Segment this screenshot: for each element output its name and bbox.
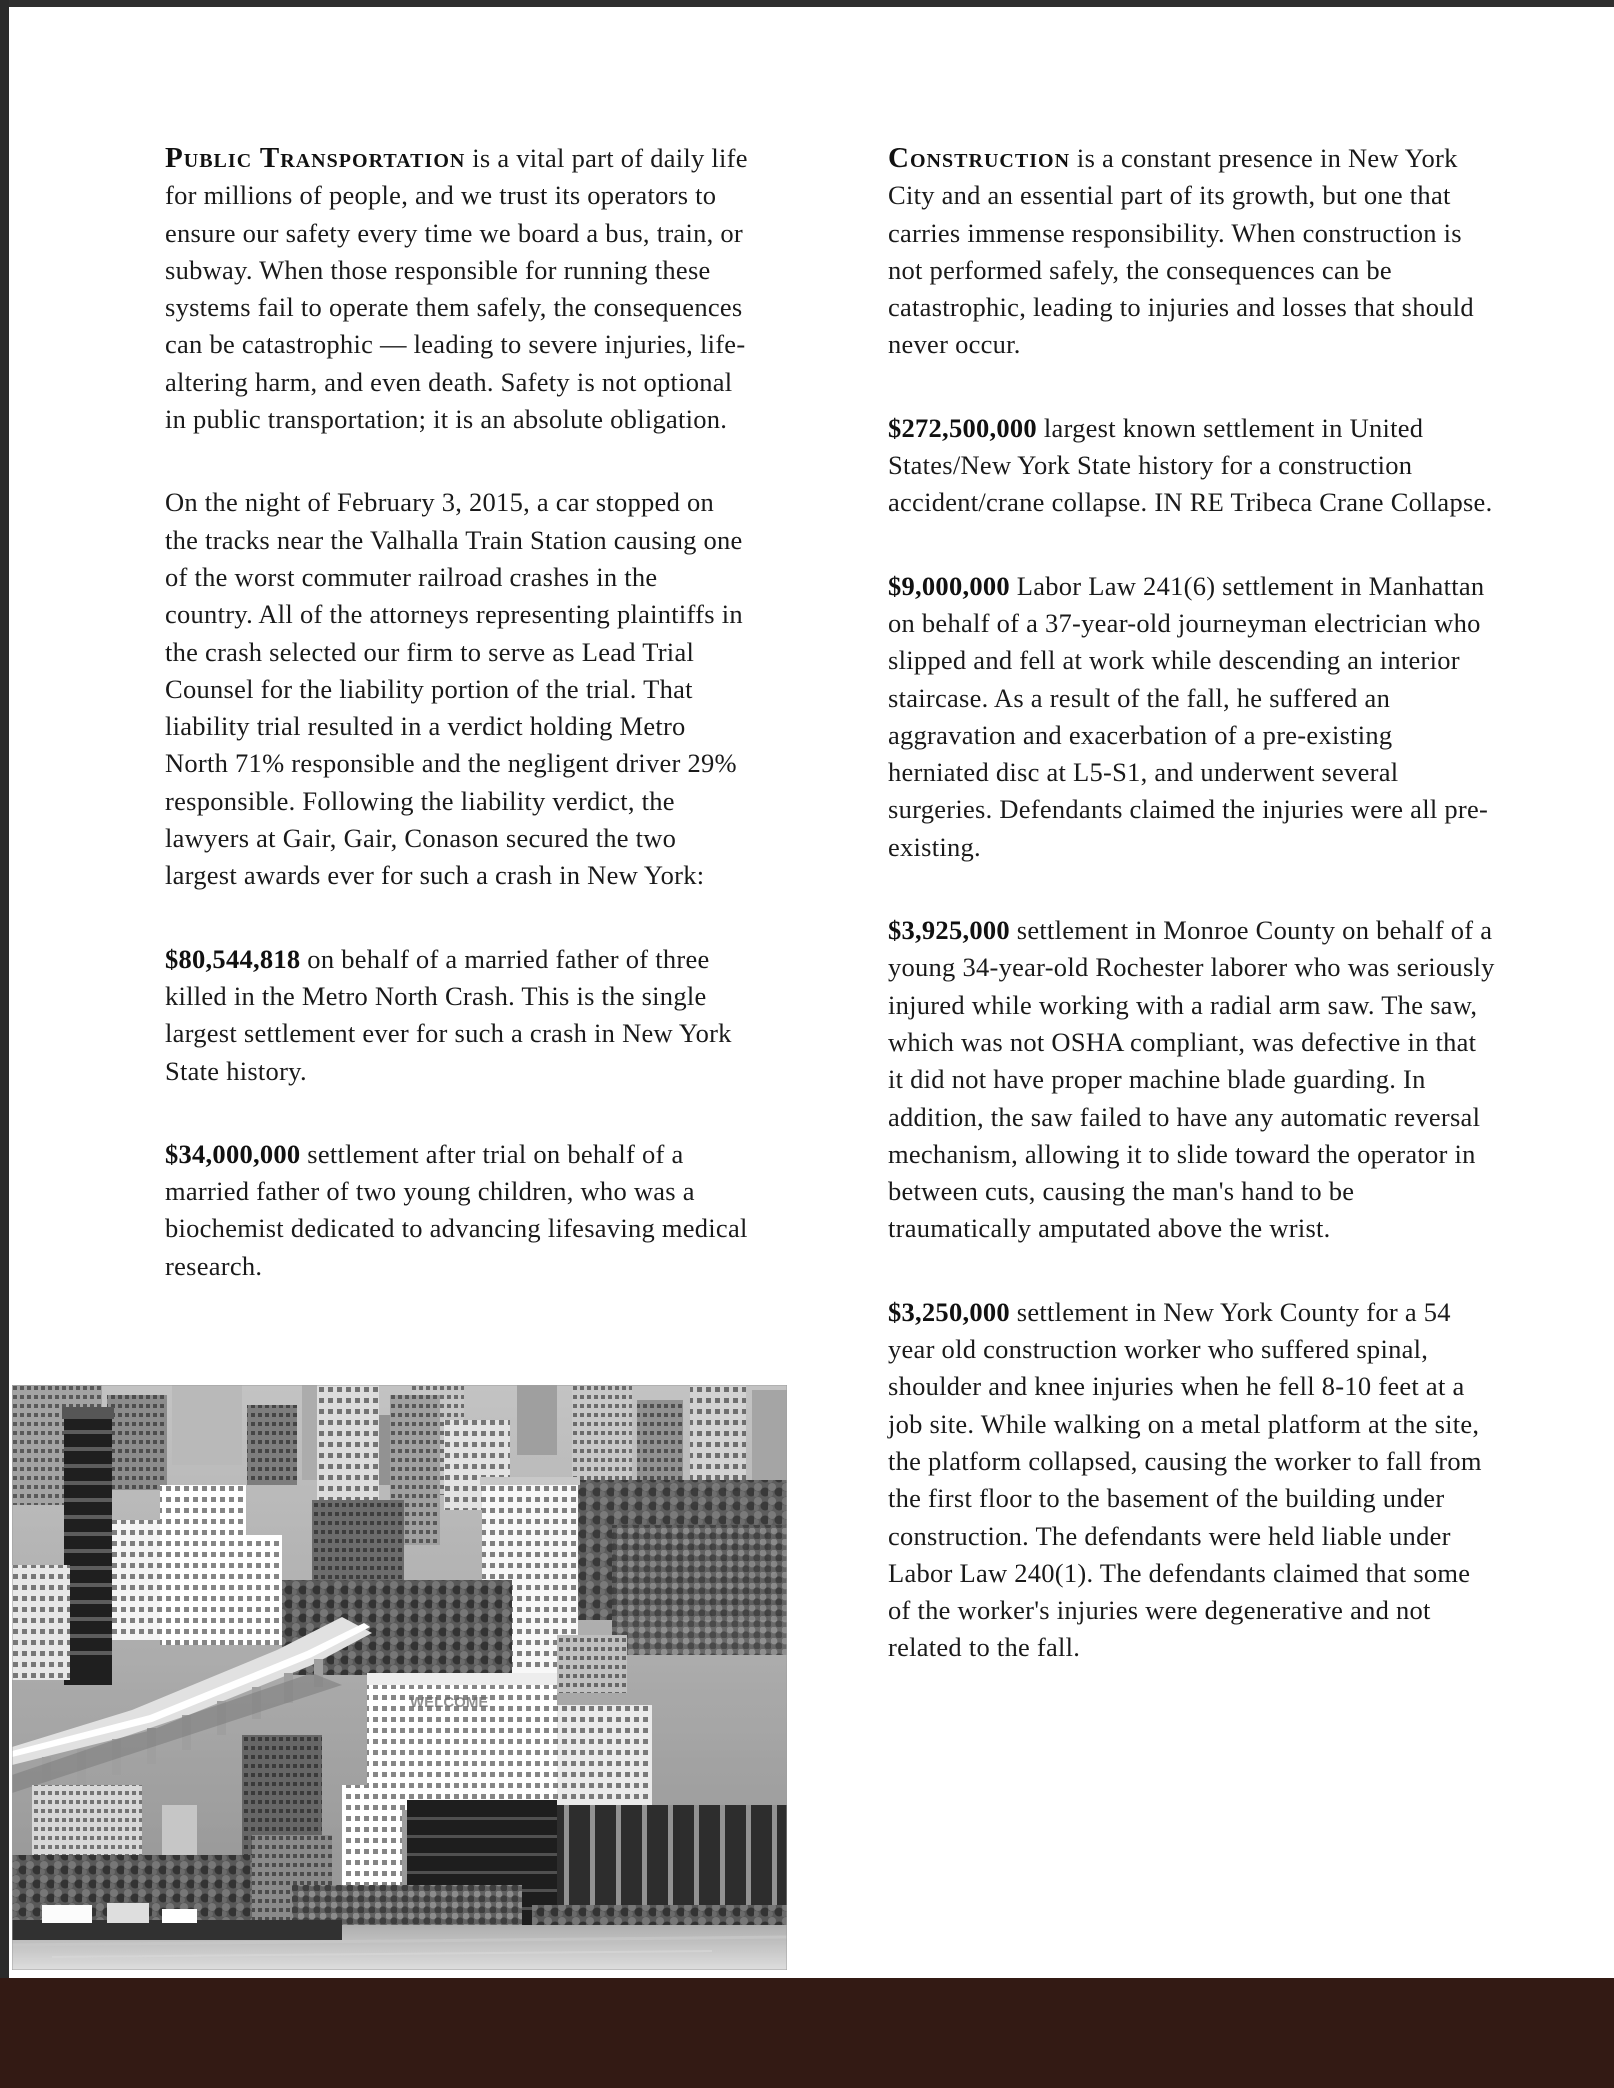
paragraph-text: settlement after trial on behalf of a married father of two young children, who was a biochemist dedicated to advancing lifesaving medical research. [165,1138,748,1281]
paragraph-text: On the night of February 3, 2015, a car stopped on the tracks near the Valhalla Train Station causing one of the worst commuter railroad crashes in the country. All of the attorneys representing plaintiffs in the crash selected our firm to serve as Lead Trial Counsel for the liability portion of the trial. That liability trial resulted in a verdict holding Metro North 71% responsible and the negligent driver 29% responsible. Following the liability verdict, the lawyers at Gair, Gair, Conason secured the two largest awards ever for such a crash in New York: [165,487,743,891]
right-text-column [888,140,1496,1667]
paragraph-text: is a vital part of daily life for millions of people, and we trust its operators to ensure our safety every time we board a bus, train, or subway. When those responsible for running these systems fail to operate them safely, the consequences can be catastrophic — leading to severe injuries, life-altering harm, and even death. Safety is not optional in public transportation; it is an absolute obligation. [165,143,748,435]
settlement-amount: $80,544,818 [165,943,301,974]
section-heading-construction: Construction [888,142,1071,174]
paragraph-text: Labor Law 241(6) settlement in Manhattan on behalf of a 37-year-old journeyman electrician who slipped and fell at work while descending an interior staircase. As a result of the fall, he suffered an aggravation and exacerbation of a pre-existing herniated disc at L5-S1, and underwent several surgeries. Defendants claimed the injuries were all pre-existing. [888,570,1489,862]
paragraph-construction-intro [888,140,1496,364]
settlement-amount: $9,000,000 [888,570,1010,601]
paragraph-text: settlement in New York County for a 54 year old construction worker who suffered spinal, shoulder and knee injuries when he fell 8-10 feet at a job site. While walking on a metal platform at the site, the platform collapsed, causing the worker to fall from the first floor to the basement of the building under construction. The defendants were held liable under Labor Law 240(1). The defendants claimed that some of the worker's injuries were degenerative and not related to the fall. [888,1296,1482,1663]
left-text-column [165,140,750,1285]
paragraph-text: on behalf of a married father of three killed in the Metro North Crash. This is the single largest settlement ever for such a crash in New York State history. [165,943,732,1086]
paragraph-settlement-3925000 [888,912,1496,1248]
paragraph-settlement-34000000 [165,1136,750,1285]
paragraph-text: is a constant presence in New York City and an essential part of its growth, but one that carries immense responsibility. When construction is not performed safely, the consequences can be catastrophic, leading to injuries and losses that should never occur. [888,143,1474,360]
settlement-amount: $34,000,000 [165,1138,301,1169]
settlement-amount: $3,250,000 [888,1296,1010,1327]
section-heading-public-transportation: Public Transportation [165,142,466,174]
paragraph-text: settlement in Monroe County on behalf of a young 34-year-old Rochester laborer who was seriously injured while working with a radial arm saw. The saw, which was not OSHA compliant, was defective in that it did not have proper machine blade guarding. In addition, the saw failed to have any automatic reversal mechanism, allowing it to slide toward the operator in between cuts, causing the man's hand to be traumatically amputated above the wrist. [888,915,1495,1244]
paragraph-settlement-272500000 [888,410,1496,522]
paragraph-text: largest known settlement in United States/New York State history for a construction accident/crane collapse. IN RE Tribeca Crane Collapse. [888,412,1493,518]
paragraph-settlement-80544818 [165,941,750,1090]
footer-color-bar [0,1978,1614,2088]
settlement-amount: $3,925,000 [888,915,1010,946]
paragraph-public-transportation-intro [165,140,750,438]
paragraph-valhalla-crash [165,484,750,894]
settlement-amount: $272,500,000 [888,412,1037,443]
svg-text:WELCOME: WELCOME [410,1694,489,1711]
paragraph-settlement-9000000 [888,568,1496,866]
paragraph-settlement-3250000 [888,1294,1496,1667]
aerial-photo-new-york-city-skyline [12,1385,787,1970]
